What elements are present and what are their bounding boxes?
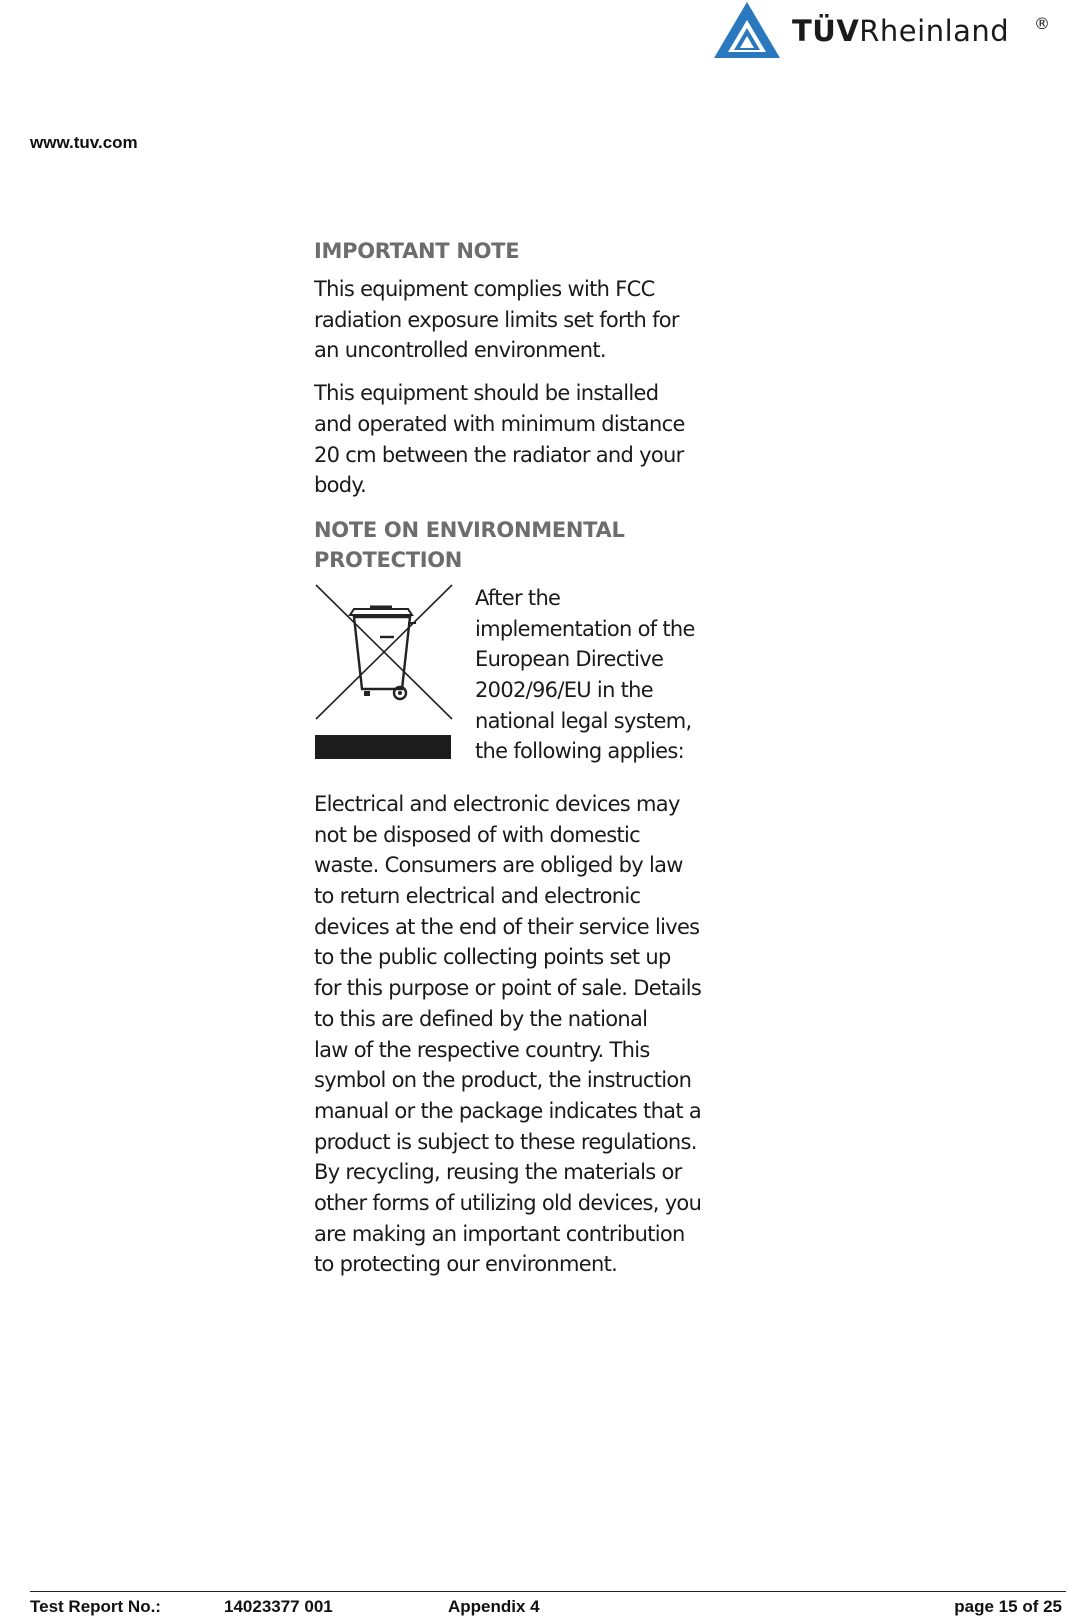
logo-brand-regular: Rheinland	[859, 14, 1010, 48]
footer-divider	[30, 1591, 1066, 1592]
text-line: to the public collecting points set up	[314, 945, 671, 970]
page-number: page 15 of 25	[954, 1597, 1062, 1616]
text-line: implementation of the	[475, 616, 695, 641]
text-line: an uncontrolled environment.	[314, 338, 606, 363]
weee-section	[314, 583, 754, 775]
text-line: 20 cm between the radiator and your	[314, 442, 684, 467]
heading-line: PROTECTION	[314, 547, 463, 572]
document-content	[314, 236, 754, 1292]
text-line: law of the respective country. This	[314, 1037, 650, 1062]
text-line: manual or the package indicates that a	[314, 1098, 702, 1123]
text-line: 2002/96/EU in the	[475, 678, 654, 703]
text-line: European Directive	[475, 647, 664, 672]
text-line: This equipment complies with FCC	[314, 277, 655, 301]
text-line: to this are defined by the national	[314, 1006, 648, 1031]
heading-line: NOTE ON ENVIRONMENTAL	[314, 517, 625, 542]
text-line: for this purpose or point of sale. Details	[314, 976, 702, 1001]
text-line: to return electrical and electronic	[314, 884, 641, 909]
crossed-out-wheelie-bin-icon	[314, 583, 454, 763]
text-line: radiation exposure limits set forth for	[314, 307, 679, 332]
tuv-triangle-icon	[712, 0, 782, 60]
report-number-label: Test Report No.:	[30, 1597, 161, 1616]
text-line: and operated with minimum distance	[314, 411, 685, 436]
text-line: national legal system,	[475, 708, 692, 733]
text-line: other forms of utilizing old devices, you	[314, 1191, 702, 1216]
text-line: to protecting our environment.	[314, 1252, 618, 1277]
environmental-note-heading	[314, 515, 754, 575]
text-line: After the	[475, 585, 561, 610]
tuv-rheinland-logo	[712, 0, 1062, 62]
installation-distance-paragraph	[314, 378, 754, 501]
website-url: www.tuv.com	[30, 133, 138, 152]
text-line: waste. Consumers are obliged by law	[314, 853, 683, 878]
text-line: symbol on the product, the instruction	[314, 1068, 692, 1093]
logo-wordmark	[792, 14, 1009, 48]
text-line: product is subject to these regulations.	[314, 1129, 697, 1154]
text-line: This equipment should be installed	[314, 381, 659, 406]
registered-mark: ®	[1034, 14, 1050, 33]
fcc-compliance-paragraph	[314, 274, 754, 366]
text-line: not be disposed of with domestic	[314, 822, 640, 847]
text-line: are making an important contribution	[314, 1221, 685, 1246]
important-note-heading: IMPORTANT NOTE	[314, 239, 520, 263]
text-line: Electrical and electronic devices may	[314, 791, 680, 816]
appendix-label: Appendix 4	[448, 1597, 540, 1616]
text-line: body.	[314, 473, 367, 498]
text-line: By recycling, reusing the materials or	[314, 1160, 682, 1185]
report-number: 14023377 001	[224, 1597, 333, 1616]
text-line: devices at the end of their service lives	[314, 914, 700, 939]
logo-brand-bold: TÜV	[792, 14, 860, 48]
text-line: the following applies:	[475, 739, 684, 764]
disposal-paragraph	[314, 789, 754, 1280]
directive-intro-text	[475, 583, 695, 767]
